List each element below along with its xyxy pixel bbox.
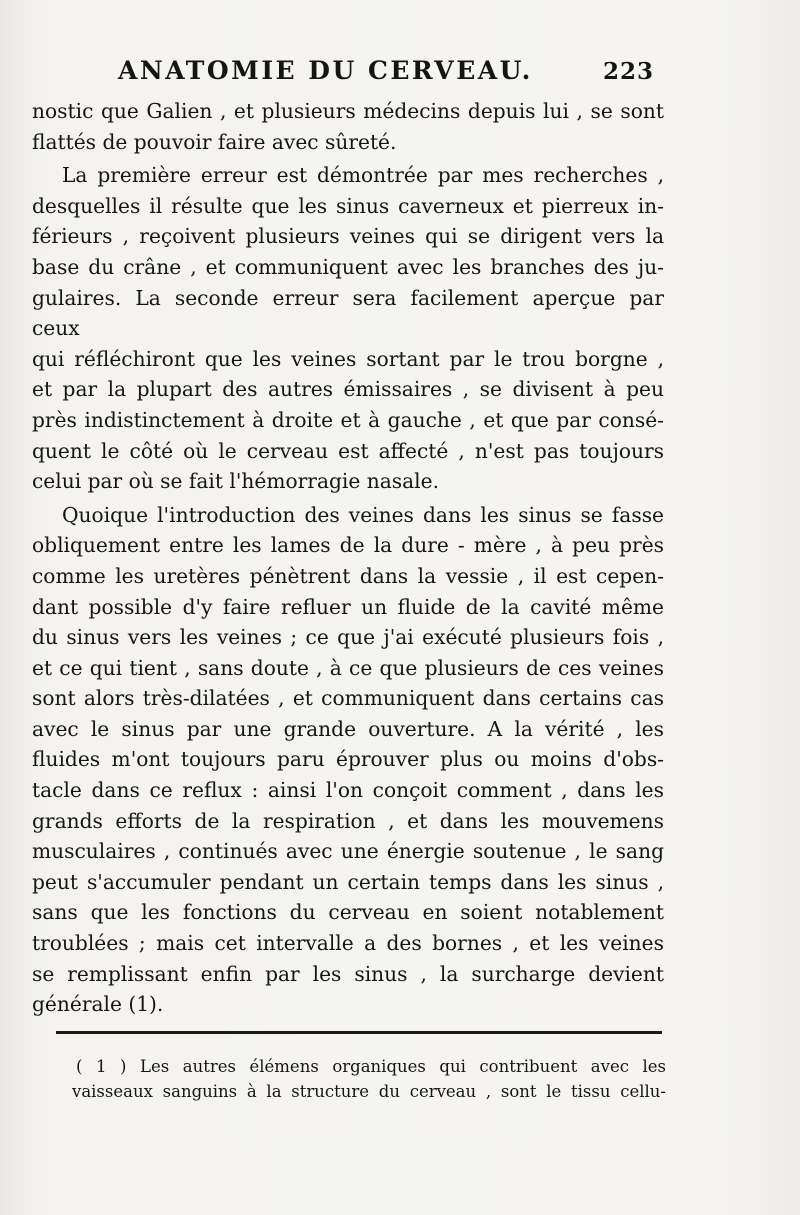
text-line: gulaires. La seconde erreur sera facilement aperçue par ceux xyxy=(32,285,664,341)
paragraph-3 xyxy=(32,500,664,1020)
text-line: peut s'accumuler pendant un certain temps dans les sinus , xyxy=(32,869,664,894)
text-line: sont alors très-dilatées , et communiquent dans certains cas xyxy=(32,686,664,711)
text-line: avec le sinus par une grande ouverture. A la vérité , les xyxy=(32,716,664,741)
text-line: celui par où se fait l'hémorragie nasale. xyxy=(32,469,439,494)
text-line: férieurs , reçoivent plusieurs veines qui se dirigent vers la xyxy=(32,224,664,249)
paragraph-1 xyxy=(32,96,664,157)
footnote xyxy=(72,1054,666,1104)
body-text xyxy=(32,96,664,1023)
text-line: du sinus vers les veines ; ce que j'ai exécuté plusieurs fois , xyxy=(32,625,664,650)
paragraph-2 xyxy=(32,160,664,497)
page-number: 223 xyxy=(602,58,654,85)
running-title: ANATOMIE DU CERVEAU. xyxy=(118,56,533,85)
text-line: base du crâne , et communiquent avec les branches des ju- xyxy=(32,254,664,279)
text-line: et ce qui tient , sans doute , à ce que plusieurs de ces veines xyxy=(32,655,664,680)
text-line: sans que les fonctions du cerveau en soient notablement xyxy=(32,900,664,925)
text-line: obliquement entre les lames de la dure - mère , à peu près xyxy=(32,533,664,558)
text-line: qui réfléchiront que les veines sortant par le trou borgne , xyxy=(32,346,664,371)
text-line: fluides m'ont toujours paru éprouver plus ou moins d'obs- xyxy=(32,747,664,772)
text-line: quent le côté où le cerveau est affecté , n'est pas toujours xyxy=(32,438,664,463)
text-line: flattés de pouvoir faire avec sûreté. xyxy=(32,129,397,154)
footnote-line: vaisseaux sanguins à la structure du cerveau , sont le tissu cellu- xyxy=(72,1082,666,1101)
text-line: musculaires , continués avec une énergie soutenue , le sang xyxy=(32,839,664,864)
text-line: et par la plupart des autres émissaires , se divisent à peu xyxy=(32,377,664,402)
text-line: desquelles il résulte que les sinus caverneux et pierreux in- xyxy=(32,193,664,218)
text-line: grands efforts de la respiration , et dans les mouvemens xyxy=(32,808,664,833)
footnote-rule xyxy=(56,1031,662,1034)
text-line: dant possible d'y faire refluer un fluide de la cavité même xyxy=(32,594,664,619)
text-line: se remplissant enfin par les sinus , la surcharge devient xyxy=(32,961,664,986)
text-line: près indistinctement à droite et à gauche , et que par consé- xyxy=(32,407,664,432)
page-header xyxy=(100,52,660,92)
text-line: tacle dans ce reflux : ainsi l'on conçoit comment , dans les xyxy=(32,778,664,803)
text-line: troublées ; mais cet intervalle a des bornes , et les veines xyxy=(32,931,664,956)
text-line: comme les uretères pénètrent dans la vessie , il est cepen- xyxy=(32,563,664,588)
text-line: générale (1). xyxy=(32,992,164,1017)
text-line: Quoique l'introduction des veines dans les sinus se fasse xyxy=(62,502,664,527)
text-line: nostic que Galien , et plusieurs médecins depuis lui , se sont xyxy=(32,99,664,123)
footnote-line: ( 1 ) Les autres élémens organiques qui contribuent avec les xyxy=(76,1057,666,1076)
text-line: La première erreur est démontrée par mes recherches , xyxy=(62,163,664,188)
